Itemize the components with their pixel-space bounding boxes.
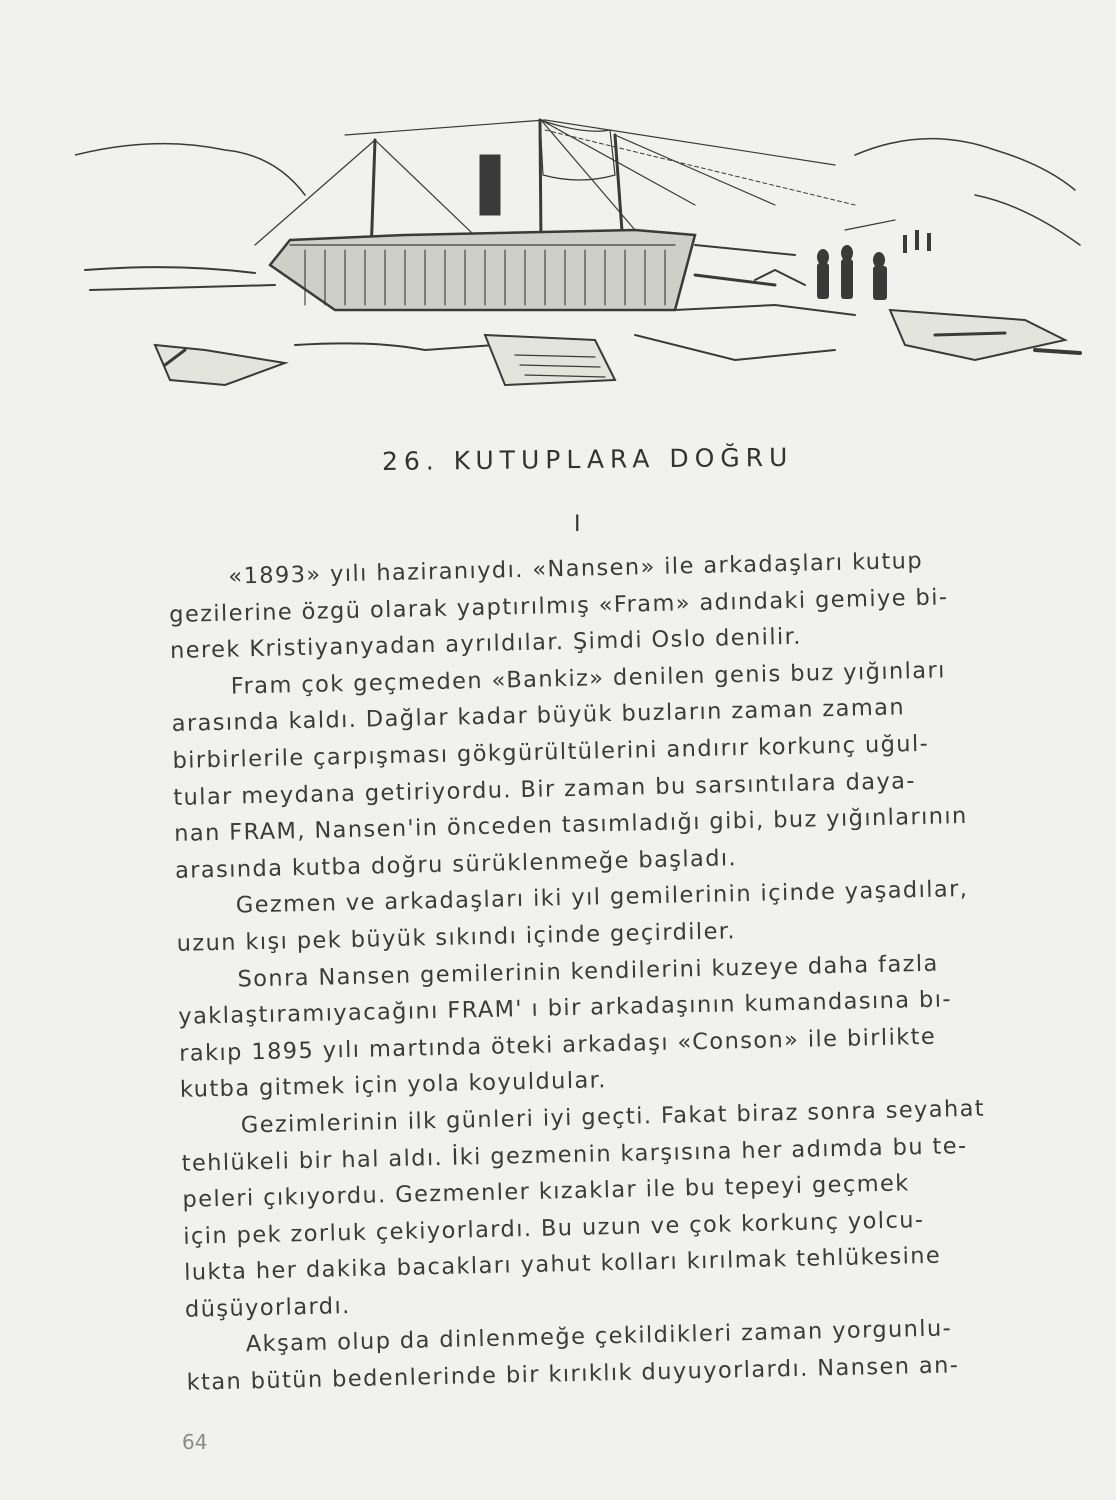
text-line: ktan bütün bedenlerinde bir kırıklık duyuyorlardı. Nansen an- [186,1352,960,1396]
text-line: Fram çok geçmeden «Bankiz» denilen genis buz yığınları [230,657,947,700]
text-line: gezilerine özgü olarak yaptırılmış «Fram» adındaki gemiye bi- [168,583,949,628]
text-line: tehlükeli bir hal aldı. İki gezmenin karşısına her adımda bu te- [181,1132,968,1177]
section-number: I [574,512,581,537]
mast-aft [615,135,623,245]
text-line: lukta her dakika bacakları yahut kolları kırılmak tehlükesine [183,1242,942,1287]
text-line: kutba gitmek için yola koyuldular. [179,1067,608,1104]
text-line: peleri çıkıyordu. Gezmenler kızaklar ile bu tepeyi geçmek [182,1170,910,1213]
text-line: arasında kutba doğru sürüklenmeğe başladı. [174,844,738,884]
text-line: Gezmen ve arkadaşları iki yıl gemilerinin içinde yaşadılar, [235,876,969,919]
ice-floe-left [155,345,285,385]
text-line: yaklaştıramıyacağını FRAM' ı bir arkadaşının kumandasına bı- [178,986,953,1031]
text-line: tular meydana getiriyordu. Bir zaman bu sarsıntılara daya- [173,767,917,811]
text-line: arasında kaldı. Dağlar kadar büyük buzların zaman zaman [171,694,906,738]
funnel [480,155,500,215]
text-line: uzun kışı pek büyük sıkındı içinde geçirdiler. [176,918,737,957]
text-line: düşüyorlardı. [184,1292,351,1323]
ship-hull [270,230,695,310]
text-line: «1893» yılı haziranıydı. «Nansen» ile arkadaşları kutup [228,547,924,590]
text-line: Gezimlerinin ilk günleri iyi geçti. Fakat biraz sonra seyahat [240,1095,986,1139]
body-text [168,540,1057,1401]
text-line: için pek zorluk çekiyorlardı. Bu uzun ve çok korkunç yolcu- [183,1206,925,1250]
text-line: nan FRAM, Nansen'in önceden tasımladığı gibi, buz yığınlarının [173,803,968,848]
hill-right [855,139,1075,190]
ice-floe-center [485,335,615,385]
text-line: Akşam olup da dinlenmeğe çekildikleri zaman yorgunlu- [245,1315,953,1358]
text-line: rakıp 1895 yılı martında öteki arkadaşı «Conson» ile birlikte [178,1023,937,1067]
page-number: 64 [182,1430,208,1454]
text-line: Sonra Nansen gemilerinin kendilerini kuzeye daha fazla [237,950,939,993]
hill-left [75,144,305,195]
ship-in-ice-illustration [75,95,1085,395]
text-line: nerek Kristiyanyadan ayrıldılar. Şimdi Oslo denilir. [169,623,803,665]
chapter-title: 26. KUTUPLARA DOĞRU [381,442,794,476]
figures-on-ice [817,230,931,300]
text-line: birbirlerile çarpışması gökgürültülerini andırır korkunç uğul- [172,730,930,774]
